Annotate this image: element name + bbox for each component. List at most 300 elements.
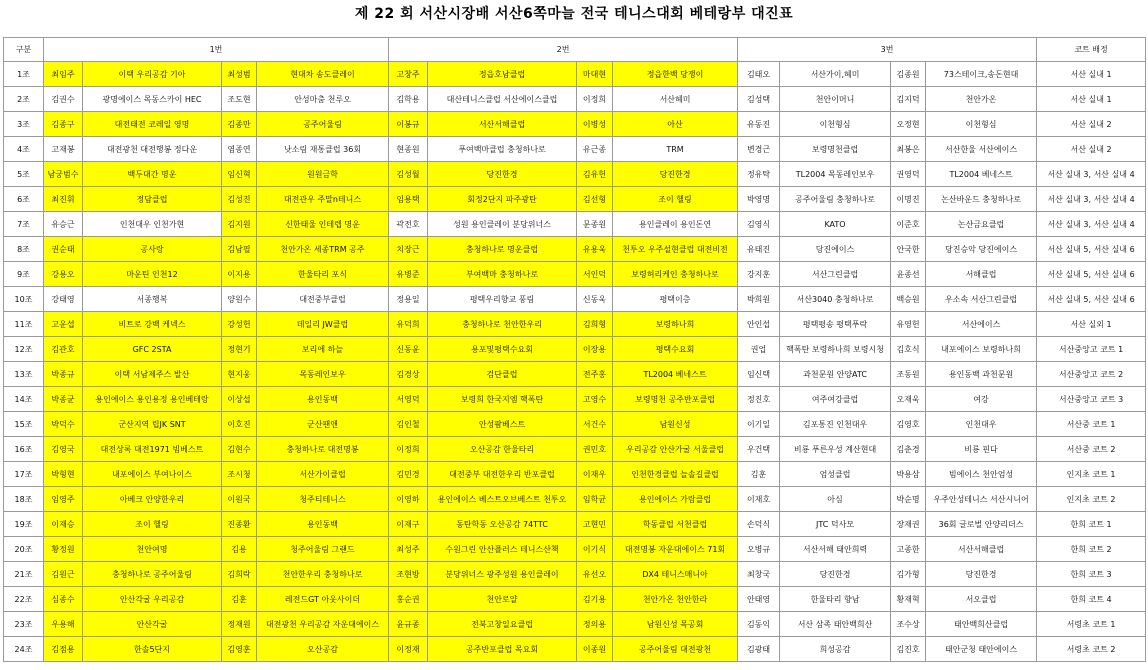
group-row xyxy=(4,462,1146,487)
slot-3-club-a: 희성공감 xyxy=(780,637,891,662)
group-row xyxy=(4,87,1146,112)
slot-2-player-b: 고영수 xyxy=(577,387,613,412)
group-label: 13조 xyxy=(4,362,44,387)
slot-3-player-a: 정진호 xyxy=(738,387,780,412)
slot-2-club-a: 동탄학동 오산공감 74TTC xyxy=(428,512,577,537)
slot-1-player-a: 황정원 xyxy=(44,537,83,562)
slot-1-club-b: 군산팬앤 xyxy=(257,412,389,437)
slot-2-player-b: 김희형 xyxy=(577,312,613,337)
slot-1-player-a: 남궁범수 xyxy=(44,162,83,187)
group-label: 14조 xyxy=(4,387,44,412)
header-court-2: 2번 xyxy=(389,38,738,62)
slot-2-player-b: 서건수 xyxy=(577,412,613,437)
court-assignment: 서령초 코트 1 xyxy=(1037,612,1146,637)
slot-3-club-b: 서산에이스 xyxy=(926,312,1037,337)
slot-2-player-b: 유근종 xyxy=(577,137,613,162)
slot-2-player-a: 이봉규 xyxy=(389,112,428,137)
group-row xyxy=(4,562,1146,587)
slot-3-club-a: 아심 xyxy=(780,487,891,512)
slot-1-player-b: 김영훈 xyxy=(222,637,257,662)
slot-3-player-a: 정유탁 xyxy=(738,162,780,187)
group-row xyxy=(4,362,1146,387)
slot-3-club-b: 태안군청 태안에이스 xyxy=(926,637,1037,662)
court-assignment: 서산중앙고 코트 3 xyxy=(1037,387,1146,412)
slot-3-player-b: 황재혁 xyxy=(891,587,926,612)
slot-2-club-a: 당진한경 xyxy=(428,162,577,187)
slot-2-player-b: 전주홍 xyxy=(577,362,613,387)
slot-2-player-a: 김경상 xyxy=(389,362,428,387)
slot-3-club-a: 서산3040 충청하나로 xyxy=(780,287,891,312)
slot-2-player-b: 김유헌 xyxy=(577,162,613,187)
slot-3-club-b: 우소속 서산그린클럽 xyxy=(926,287,1037,312)
slot-1-player-b: 김훈 xyxy=(222,587,257,612)
group-row xyxy=(4,312,1146,337)
slot-1-player-a: 우용해 xyxy=(44,612,83,637)
slot-1-club-a: 안산각굴 xyxy=(83,612,222,637)
court-assignment: 한희 코트 1 xyxy=(1037,512,1146,537)
slot-1-club-b: 대전광천 우리공감 자운대에이스 xyxy=(257,612,389,637)
slot-3-club-b: 천안가온 xyxy=(926,87,1037,112)
slot-3-player-b: 김진호 xyxy=(891,637,926,662)
slot-3-club-b: 73스테이크,송돈현대 xyxy=(926,62,1037,87)
group-label: 3조 xyxy=(4,112,44,137)
slot-2-player-b: 김기용 xyxy=(577,587,613,612)
slot-2-club-a: 정읍호남클럽 xyxy=(428,62,577,87)
slot-2-club-b: 천안가온 천안한라 xyxy=(613,587,738,612)
header-court-1: 1번 xyxy=(44,38,389,62)
slot-3-player-b: 김영호 xyxy=(891,412,926,437)
court-assignment: 서산중 코트 2 xyxy=(1037,437,1146,462)
slot-3-club-b: 여강 xyxy=(926,387,1037,412)
slot-3-player-b: 조동원 xyxy=(891,362,926,387)
slot-1-club-a: 광명에이스 목동스카이 HEC xyxy=(83,87,222,112)
slot-1-player-a: 이재승 xyxy=(44,512,83,537)
slot-3-player-b: 백승원 xyxy=(891,287,926,312)
slot-2-club-b: 천투오 우주설현클럽 대전비전 xyxy=(613,237,738,262)
slot-1-club-a: 아베크 안양한우리 xyxy=(83,487,222,512)
group-row xyxy=(4,612,1146,637)
slot-3-player-a: 강지훈 xyxy=(738,262,780,287)
slot-1-club-a: 정담클럽 xyxy=(83,187,222,212)
slot-2-club-b: 당진한경 xyxy=(613,162,738,187)
slot-1-player-b: 이상섭 xyxy=(222,387,257,412)
slot-3-club-a: JTC 덕사모 xyxy=(780,512,891,537)
slot-3-club-a: KATO xyxy=(780,212,891,237)
header-court-3: 3번 xyxy=(738,38,1037,62)
slot-1-player-b: 정재원 xyxy=(222,612,257,637)
court-assignment: 서산 실외 1 xyxy=(1037,312,1146,337)
slot-1-player-a: 박형현 xyxy=(44,462,83,487)
slot-2-player-a: 곽전호 xyxy=(389,212,428,237)
slot-1-club-b: 청주티테니스 xyxy=(257,487,389,512)
slot-1-player-a: 권순태 xyxy=(44,237,83,262)
slot-3-player-a: 김태오 xyxy=(738,62,780,87)
slot-3-club-a: 공주어울림 충청하나로 xyxy=(780,187,891,212)
slot-1-club-b: 현대차 송도클레이 xyxy=(257,62,389,87)
slot-1-club-a: 내포에이스 부여나이스 xyxy=(83,462,222,487)
group-row xyxy=(4,412,1146,437)
slot-2-club-b: 보령명천 공주반포클럽 xyxy=(613,387,738,412)
group-label: 2조 xyxy=(4,87,44,112)
group-row xyxy=(4,487,1146,512)
slot-1-club-a: 대전상록 대전1971 빔베스트 xyxy=(83,437,222,462)
slot-1-club-b: 천안가온 세종TRM 공주 xyxy=(257,237,389,262)
group-row xyxy=(4,137,1146,162)
slot-3-player-a: 김동익 xyxy=(738,612,780,637)
slot-3-club-a: 비룡 푸른우성 계산현대 xyxy=(780,437,891,462)
slot-1-club-a: 이택 서남제주스 발산 xyxy=(83,362,222,387)
slot-3-player-a: 오병규 xyxy=(738,537,780,562)
slot-1-club-a: 비트로 강백 케넥스 xyxy=(83,312,222,337)
slot-2-club-a: 검단클럽 xyxy=(428,362,577,387)
slot-2-player-b: 신동욱 xyxy=(577,287,613,312)
slot-1-club-a: 용인에이스 용인용정 용인베테랑 xyxy=(83,387,222,412)
slot-3-player-b: 최봉은 xyxy=(891,137,926,162)
slot-3-player-a: 안인섭 xyxy=(738,312,780,337)
group-label: 5조 xyxy=(4,162,44,187)
court-assignment: 서산중 코트 1 xyxy=(1037,412,1146,437)
slot-2-club-b: 서산헤미 xyxy=(613,87,738,112)
slot-1-club-b: 용인동백 xyxy=(257,512,389,537)
slot-3-club-b: TL2004 베네스트 xyxy=(926,162,1037,187)
slot-3-club-a: 한울타리 향남 xyxy=(780,587,891,612)
group-row xyxy=(4,162,1146,187)
group-label: 11조 xyxy=(4,312,44,337)
slot-3-player-a: 권업 xyxy=(738,337,780,362)
slot-3-club-b: 36회 글로벌 안양리더스 xyxy=(926,512,1037,537)
slot-2-club-a: 충청하나로 명운클럽 xyxy=(428,237,577,262)
slot-2-player-b: 이기식 xyxy=(577,537,613,562)
slot-3-player-b: 박순명 xyxy=(891,487,926,512)
slot-1-player-a: 최임주 xyxy=(44,62,83,87)
slot-2-club-b: TRM xyxy=(613,137,738,162)
slot-2-club-b: 아산 xyxy=(613,112,738,137)
court-assignment: 인지초 코트 1 xyxy=(1037,462,1146,487)
court-assignment: 서령초 코트 2 xyxy=(1037,637,1146,662)
spacer-row xyxy=(0,28,1148,37)
slot-2-player-b: 이장용 xyxy=(577,337,613,362)
slot-1-club-b: 천안한우리 충청하나로 xyxy=(257,562,389,587)
slot-3-club-a: 이천형심 xyxy=(780,112,891,137)
court-assignment: 서산 실내 3, 서산 실내 4 xyxy=(1037,162,1146,187)
slot-3-club-b: 인천대우 xyxy=(926,412,1037,437)
slot-2-club-b: 인천한경클럽 늘솔길클럽 xyxy=(613,462,738,487)
group-label: 21조 xyxy=(4,562,44,587)
slot-3-club-a: 과천문원 안양ATC xyxy=(780,362,891,387)
slot-1-club-b: 신한태울 인테렙 명운 xyxy=(257,212,389,237)
court-assignment: 한희 코트 4 xyxy=(1037,587,1146,612)
slot-1-player-a: 임영주 xyxy=(44,487,83,512)
slot-1-club-b: 원원금학 xyxy=(257,162,389,187)
slot-1-player-a: 김영국 xyxy=(44,437,83,462)
slot-1-club-b: 대전중부클럽 xyxy=(257,287,389,312)
slot-3-player-b: 이준호 xyxy=(891,212,926,237)
slot-1-club-a: 군산지역 립JK SNT xyxy=(83,412,222,437)
group-row xyxy=(4,437,1146,462)
slot-3-club-b: 서산한울 서산에이스 xyxy=(926,137,1037,162)
slot-1-player-a: 박덕수 xyxy=(44,412,83,437)
slot-2-player-a: 홍순권 xyxy=(389,587,428,612)
slot-3-player-a: 김훈 xyxy=(738,462,780,487)
slot-1-club-b: 레전드GT 아웃사이더 xyxy=(257,587,389,612)
slot-3-club-b: 당진한경 xyxy=(926,562,1037,587)
slot-2-player-b: 이재우 xyxy=(577,462,613,487)
slot-2-player-a: 김학용 xyxy=(389,87,428,112)
slot-1-player-b: 정현기 xyxy=(222,337,257,362)
slot-2-player-b: 유선오 xyxy=(577,562,613,587)
slot-3-club-a: 엄성클럽 xyxy=(780,462,891,487)
slot-3-club-b: 비룡 핀다 xyxy=(926,437,1037,462)
slot-1-club-a: 인천대우 인천가현 xyxy=(83,212,222,237)
slot-2-club-a: 안성팜베스트 xyxy=(428,412,577,437)
slot-3-club-a: 당진한경 xyxy=(780,562,891,587)
slot-3-club-b: 논산바운드 충청하나로 xyxy=(926,187,1037,212)
slot-2-player-b: 임학균 xyxy=(577,487,613,512)
slot-1-club-b: 서산가이클럽 xyxy=(257,462,389,487)
slot-1-club-b: 안성마춤 천루오 xyxy=(257,87,389,112)
slot-3-player-b: 권영덕 xyxy=(891,162,926,187)
slot-1-player-a: 김관호 xyxy=(44,337,83,362)
slot-3-player-a: 김영식 xyxy=(738,212,780,237)
slot-1-player-b: 염종연 xyxy=(222,137,257,162)
slot-1-club-a: 충청하나로 공주어울림 xyxy=(83,562,222,587)
slot-1-player-a: 심종수 xyxy=(44,587,83,612)
group-row xyxy=(4,212,1146,237)
slot-1-player-a: 김원근 xyxy=(44,562,83,587)
slot-3-player-b: 김가형 xyxy=(891,562,926,587)
court-assignment: 인지초 코트 2 xyxy=(1037,487,1146,512)
header-group: 구분 xyxy=(4,38,44,62)
slot-1-club-b: 목동레인보우 xyxy=(257,362,389,387)
court-assignment: 서산 실내 1 xyxy=(1037,87,1146,112)
slot-3-player-b: 유영헌 xyxy=(891,312,926,337)
court-assignment: 서산중앙고 코트 1 xyxy=(1037,337,1146,362)
group-label: 22조 xyxy=(4,587,44,612)
slot-2-player-b: 문종원 xyxy=(577,212,613,237)
slot-2-player-a: 이영하 xyxy=(389,487,428,512)
slot-2-club-b: 용인클레이 용인돈연 xyxy=(613,212,738,237)
slot-3-player-a: 박희원 xyxy=(738,287,780,312)
slot-2-club-a: 수원그린 안산플러스 테니스산책 xyxy=(428,537,577,562)
slot-3-club-a: 김포통진 인천대우 xyxy=(780,412,891,437)
slot-3-player-b: 오정현 xyxy=(891,112,926,137)
slot-1-player-b: 김종만 xyxy=(222,112,257,137)
slot-1-club-b: 한울타리 포식 xyxy=(257,262,389,287)
header-row xyxy=(4,38,1146,62)
slot-2-player-b: 이정희 xyxy=(577,87,613,112)
court-assignment: 서산 실내 5, 서산 실내 6 xyxy=(1037,262,1146,287)
slot-1-player-b: 이호진 xyxy=(222,412,257,437)
group-label: 20조 xyxy=(4,537,44,562)
slot-1-player-a: 김권수 xyxy=(44,87,83,112)
slot-2-player-b: 이종원 xyxy=(577,637,613,662)
slot-1-player-a: 강태영 xyxy=(44,287,83,312)
group-label: 6조 xyxy=(4,187,44,212)
slot-2-club-b: 정읍한백 당쟁이 xyxy=(613,62,738,87)
slot-1-club-a: 조이 헬링 xyxy=(83,512,222,537)
slot-3-player-a: 이기일 xyxy=(738,412,780,437)
slot-2-club-b: 용인에이스 가람클럽 xyxy=(613,487,738,512)
slot-2-player-a: 이정희 xyxy=(389,437,428,462)
slot-1-club-a: GFC 2STA xyxy=(83,337,222,362)
slot-2-player-b: 권민호 xyxy=(577,437,613,462)
slot-3-club-a: 서산가이,헤미 xyxy=(780,62,891,87)
slot-1-player-b: 조도현 xyxy=(222,87,257,112)
slot-1-player-b: 이원국 xyxy=(222,487,257,512)
group-label: 4조 xyxy=(4,137,44,162)
slot-2-club-b: 평택이층 xyxy=(613,287,738,312)
group-label: 18조 xyxy=(4,487,44,512)
slot-3-player-a: 최창국 xyxy=(738,562,780,587)
slot-1-player-b: 진종환 xyxy=(222,512,257,537)
slot-1-player-b: 김현수 xyxy=(222,437,257,462)
slot-3-club-b: 빔에이스 천안엄성 xyxy=(926,462,1037,487)
slot-3-player-b: 김종원 xyxy=(891,62,926,87)
group-row xyxy=(4,187,1146,212)
group-label: 19조 xyxy=(4,512,44,537)
slot-1-player-b: 조시청 xyxy=(222,462,257,487)
group-label: 16조 xyxy=(4,437,44,462)
slot-3-club-a: 보령명천클럽 xyxy=(780,137,891,162)
slot-3-club-b: 용인동백 과천문원 xyxy=(926,362,1037,387)
slot-3-player-b: 이명진 xyxy=(891,187,926,212)
group-row xyxy=(4,262,1146,287)
slot-3-player-b: 장재권 xyxy=(891,512,926,537)
slot-2-player-b: 마대현 xyxy=(577,62,613,87)
slot-1-player-b: 강성헌 xyxy=(222,312,257,337)
group-label: 1조 xyxy=(4,62,44,87)
slot-2-club-a: 충청하나로 천안한우리 xyxy=(428,312,577,337)
group-label: 7조 xyxy=(4,212,44,237)
slot-3-player-a: 유태진 xyxy=(738,237,780,262)
group-row xyxy=(4,237,1146,262)
slot-1-player-b: 이지용 xyxy=(222,262,257,287)
slot-2-player-a: 치장근 xyxy=(389,237,428,262)
group-row xyxy=(4,112,1146,137)
slot-1-club-b: 청주어울림 그랜드 xyxy=(257,537,389,562)
slot-2-club-a: 보령희 한국지엠 핵폭탄 xyxy=(428,387,577,412)
slot-1-player-b: 김용 xyxy=(222,537,257,562)
slot-3-club-a: TL2004 목동레인보우 xyxy=(780,162,891,187)
court-assignment: 한희 코트 2 xyxy=(1037,537,1146,562)
slot-2-player-a: 김인철 xyxy=(389,412,428,437)
slot-2-player-a: 유덕희 xyxy=(389,312,428,337)
slot-3-club-b: 내포에이스 보령하나희 xyxy=(926,337,1037,362)
slot-2-club-a: 천안로얄 xyxy=(428,587,577,612)
slot-2-club-a: 대전중부 대전한우리 반포클럽 xyxy=(428,462,577,487)
slot-1-club-b: 대전관우 주말n테니스 xyxy=(257,187,389,212)
group-label: 8조 xyxy=(4,237,44,262)
group-label: 17조 xyxy=(4,462,44,487)
court-assignment: 서산 실내 3, 서산 실내 4 xyxy=(1037,187,1146,212)
bracket-body xyxy=(4,38,1146,662)
slot-1-club-a: 천안여명 xyxy=(83,537,222,562)
slot-1-club-a: 대전태전 코레일 영명 xyxy=(83,112,222,137)
slot-1-player-b: 임신혁 xyxy=(222,162,257,187)
slot-3-player-b: 안국한 xyxy=(891,237,926,262)
slot-2-club-b: 학동클럽 서천클럽 xyxy=(613,512,738,537)
slot-2-player-a: 정용일 xyxy=(389,287,428,312)
slot-1-club-b: 공주어울림 xyxy=(257,112,389,137)
slot-1-club-a: 서종행복 xyxy=(83,287,222,312)
slot-1-club-a: 백두대간 명운 xyxy=(83,162,222,187)
slot-1-club-a: 대전광천 대전행봉 정다운 xyxy=(83,137,222,162)
slot-3-player-a: 김성택 xyxy=(738,87,780,112)
slot-3-club-b: 당진승악 당진에이스 xyxy=(926,237,1037,262)
slot-3-player-a: 박영명 xyxy=(738,187,780,212)
slot-2-player-a: 현종원 xyxy=(389,137,428,162)
slot-1-player-b: 김남필 xyxy=(222,237,257,262)
group-label: 15조 xyxy=(4,412,44,437)
slot-3-club-b: 논산금요클럽 xyxy=(926,212,1037,237)
slot-3-club-a: 여주여강클럽 xyxy=(780,387,891,412)
slot-2-club-b: 보령허리케인 충청하나로 xyxy=(613,262,738,287)
slot-1-club-b: 충청하나로 대전명봉 xyxy=(257,437,389,462)
slot-2-club-a: 용포및평택수요회 xyxy=(428,337,577,362)
slot-1-player-b: 양원수 xyxy=(222,287,257,312)
slot-3-player-a: 임신택 xyxy=(738,362,780,387)
slot-2-player-b: 이병성 xyxy=(577,112,613,137)
group-row xyxy=(4,337,1146,362)
bracket-table xyxy=(3,37,1146,662)
slot-2-player-a: 이재구 xyxy=(389,512,428,537)
slot-3-club-b: 태안백희산클럽 xyxy=(926,612,1037,637)
slot-2-club-a: 푸여백마클럽 충청하나로 xyxy=(428,137,577,162)
slot-2-club-a: 서산서해클럽 xyxy=(428,112,577,137)
slot-2-club-a: 공주반포클럽 목요회 xyxy=(428,637,577,662)
slot-2-club-b: 공주어울림 대전광천 xyxy=(613,637,738,662)
slot-1-player-b: 현지웅 xyxy=(222,362,257,387)
court-assignment: 서산 실내 5, 서산 실내 6 xyxy=(1037,287,1146,312)
slot-2-club-a: 부여백마 충청하나로 xyxy=(428,262,577,287)
slot-3-club-a: 당진에이스 xyxy=(780,237,891,262)
slot-1-player-b: 최성범 xyxy=(222,62,257,87)
slot-3-player-b: 김호식 xyxy=(891,337,926,362)
court-assignment: 서산 실내 2 xyxy=(1037,112,1146,137)
slot-2-club-b: DX4 테니스매니아 xyxy=(613,562,738,587)
slot-1-club-a: 공사랑 xyxy=(83,237,222,262)
slot-2-club-a: 대산테니스클럽 서산에이스클럽 xyxy=(428,87,577,112)
slot-1-player-a: 김종구 xyxy=(44,112,83,137)
group-row xyxy=(4,512,1146,537)
slot-3-player-b: 조수상 xyxy=(891,612,926,637)
slot-2-club-b: 우리공감 안산가굴 서울클럽 xyxy=(613,437,738,462)
slot-3-player-a: 안태영 xyxy=(738,587,780,612)
slot-2-club-a: 전북고창일요클럽 xyxy=(428,612,577,637)
slot-3-club-a: 평택평송 평택푸락 xyxy=(780,312,891,337)
slot-3-player-b: 고종한 xyxy=(891,537,926,562)
slot-2-player-b: 유용욱 xyxy=(577,237,613,262)
slot-1-club-b: 오산공감 xyxy=(257,637,389,662)
group-label: 23조 xyxy=(4,612,44,637)
group-row xyxy=(4,287,1146,312)
slot-3-player-b: 김지덕 xyxy=(891,87,926,112)
court-assignment: 서산중앙고 코트 2 xyxy=(1037,362,1146,387)
slot-3-club-a: 천안이머니 xyxy=(780,87,891,112)
slot-1-club-a: 한솔5단지 xyxy=(83,637,222,662)
slot-2-player-a: 고창주 xyxy=(389,62,428,87)
group-row xyxy=(4,387,1146,412)
slot-2-player-b: 서인덕 xyxy=(577,262,613,287)
slot-2-player-a: 유병준 xyxy=(389,262,428,287)
slot-1-player-b: 김희락 xyxy=(222,562,257,587)
slot-2-club-a: 오산공감 한울타리 xyxy=(428,437,577,462)
slot-1-club-b: 낫소림 재통클럽 36회 xyxy=(257,137,389,162)
group-label: 24조 xyxy=(4,637,44,662)
slot-2-club-b: 남원신성 목공회 xyxy=(613,612,738,637)
slot-1-player-a: 유승근 xyxy=(44,212,83,237)
slot-1-player-a: 박종규 xyxy=(44,362,83,387)
